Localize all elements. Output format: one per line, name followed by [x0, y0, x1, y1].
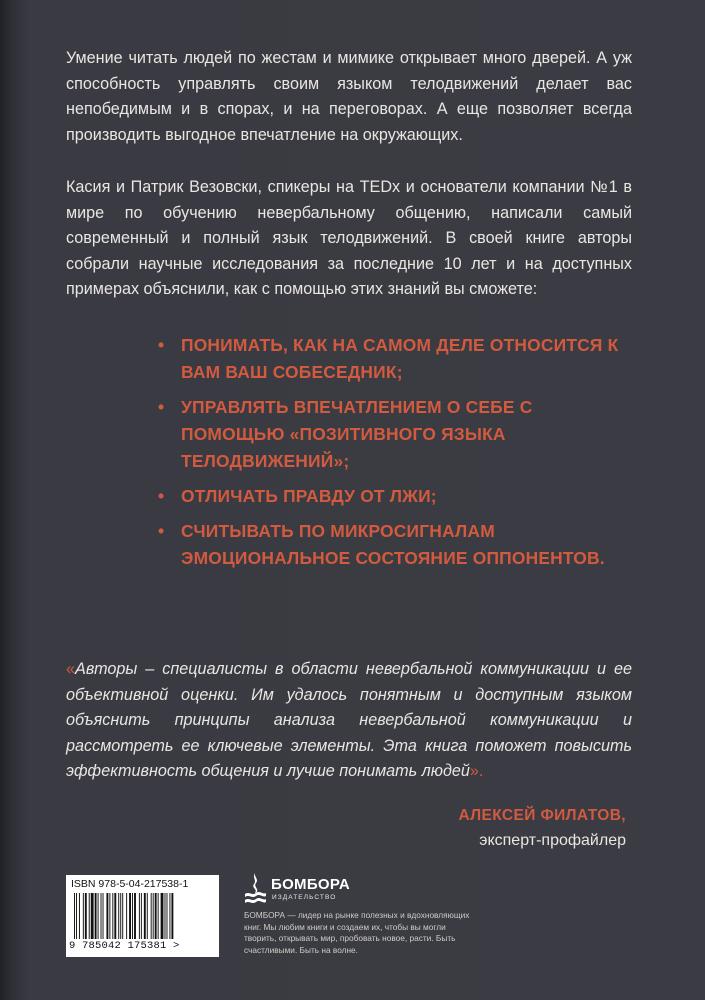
testimonial-quote	[66, 657, 632, 785]
benefit-item	[158, 394, 628, 475]
bullet-marker: •	[158, 521, 165, 541]
benefit-text: УПРАВЛЯТЬ ВПЕЧАТЛЕНИЕМ О СЕБЕ С ПОМОЩЬЮ «ПОЗИТИВНОГО ЯЗЫКА ТЕЛОДВИЖЕНИЙ»;	[181, 397, 533, 471]
bullet-marker: •	[158, 486, 165, 506]
benefits-list	[158, 332, 628, 580]
publisher-description: БОМБОРА — лидер на рынке полезных и вдохновляющих книг. Мы любим книги и создаем их, чтобы вы могли творить, открывать мир, пробовать новое, расти. Быть счастливыми. Быть на волне.	[244, 910, 470, 955]
publisher-subtitle: ИЗДАТЕЛЬСТВО	[272, 894, 337, 901]
description-paragraph-2: Касия и Патрик Везовски, спикеры на TEDx и основатели компании №1 в мире по обучению невербальному общению, написали самый современный и полный язык телодвижений. В своей книге авторы собрали научные исследования за последние 10 лет и на доступных примерах объяснили, как с помощью этих знаний вы сможете:	[66, 178, 632, 299]
quote-author-role: эксперт-профайлер	[479, 832, 626, 849]
quote-close-mark: ».	[469, 762, 484, 781]
bombora-logo-icon	[243, 872, 267, 906]
barcode-bars	[72, 893, 213, 939]
benefit-item	[158, 483, 628, 510]
quote-text: Авторы – специалисты в области невербальной коммуникации и ее объективной оценки. Им удалось понятным и доступным языком объяснить принципы анализа невербальной коммуникации и рассмотреть ее ключевые элементы. Эта книга поможет повысить эффективность общения и лучше понимать людей	[66, 660, 632, 781]
benefit-item	[158, 518, 628, 572]
bullet-marker: •	[158, 335, 165, 355]
publisher-name: БОМБОРА	[271, 876, 351, 893]
benefit-text: ПОНИМАТЬ, КАК НА САМОМ ДЕЛЕ ОТНОСИТСЯ К ВАМ ВАШ СОБЕСЕДНИК;	[181, 335, 619, 382]
benefit-text: ОТЛИЧАТЬ ПРАВДУ ОТ ЛЖИ;	[181, 486, 437, 506]
bullet-marker: •	[158, 397, 165, 417]
benefit-text: СЧИТЫВАТЬ ПО МИКРОСИГНАЛАМ ЭМОЦИОНАЛЬНОЕ СОСТОЯНИЕ ОППОНЕНТОВ.	[181, 521, 605, 568]
quote-open-mark: «	[66, 660, 76, 678]
benefit-item	[158, 332, 628, 386]
ean-digits: 9 785042 175381 >	[69, 940, 180, 952]
isbn-number: ISBN 978-5-04-217538-1	[71, 878, 189, 890]
quote-author-name: АЛЕКСЕЙ ФИЛАТОВ,	[458, 807, 626, 824]
isbn-barcode	[66, 875, 219, 957]
description-paragraph-1: Умение читать людей по жестам и мимике открывает много дверей. А уж способность управлять своим языком телодвижений делает вас непобедимым и в спорах, и на переговорах. А еще позволяет всегда производить выгодное впечатление на окружающих.	[66, 49, 632, 144]
